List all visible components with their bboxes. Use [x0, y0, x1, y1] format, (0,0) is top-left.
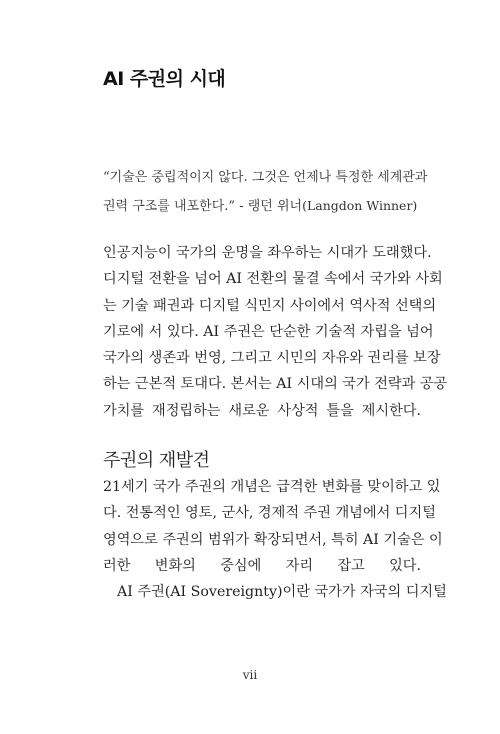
section-line: 영역으로 주권의 범위가 확장되면서, 특히 AI 기술은 이 [103, 531, 443, 548]
intro-line: 는 기술 패권과 디지털 식민지 사이에서 역사적 선택의 [103, 297, 437, 314]
chapter-title: AI 주권의 시대 [103, 68, 226, 90]
intro-line: 가치를 재정립하는 새로운 사상적 틀을 제시한다. [103, 402, 421, 419]
section-line: 러한 변화의 중심에 자리 잡고 있다. [103, 557, 421, 574]
section-paragraph-1 [103, 474, 443, 579]
epigraph-quote-end: 권력 구조를 내포한다.” - 랭던 위너 [103, 199, 303, 214]
intro-line: 기로에 서 있다. AI 주권은 단순한 기술적 자립을 넘어 [103, 323, 434, 340]
section-paragraph-2 [103, 579, 447, 605]
epigraph [103, 164, 428, 221]
intro-line: 국가의 생존과 번영, 그리고 시민의 자유와 권리를 보장 [103, 350, 441, 367]
intro-line: 하는 근본적 토대다. 본서는 AI 시대의 국가 전략과 공공 [103, 376, 448, 393]
intro-line: 인공지능이 국가의 운명을 좌우하는 시대가 도래했다. [103, 245, 432, 261]
epigraph-attribution: (Langdon Winner) [302, 198, 418, 213]
section-heading: 주권의 재발견 [103, 450, 210, 471]
section-line: AI 주권(AI Sovereignty)이란 국가가 자국의 디지털 [117, 584, 447, 600]
section-line: 21세기 국가 주권의 개념은 급격한 변화를 맞이하고 있 [103, 479, 441, 495]
section-line: 다. 전통적인 영토, 군사, 경제적 주권 개념에서 디지털 [103, 505, 436, 522]
intro-line: 디지털 전환을 넘어 AI 전환의 물결 속에서 국가와 사회 [103, 271, 443, 288]
epigraph-line-1: “기술은 중립적이지 않다. 그것은 언제나 특정한 세계관과 [103, 170, 428, 185]
page-number: vii [242, 668, 258, 682]
intro-paragraph [103, 240, 448, 424]
epigraph-line-2 [103, 192, 421, 221]
